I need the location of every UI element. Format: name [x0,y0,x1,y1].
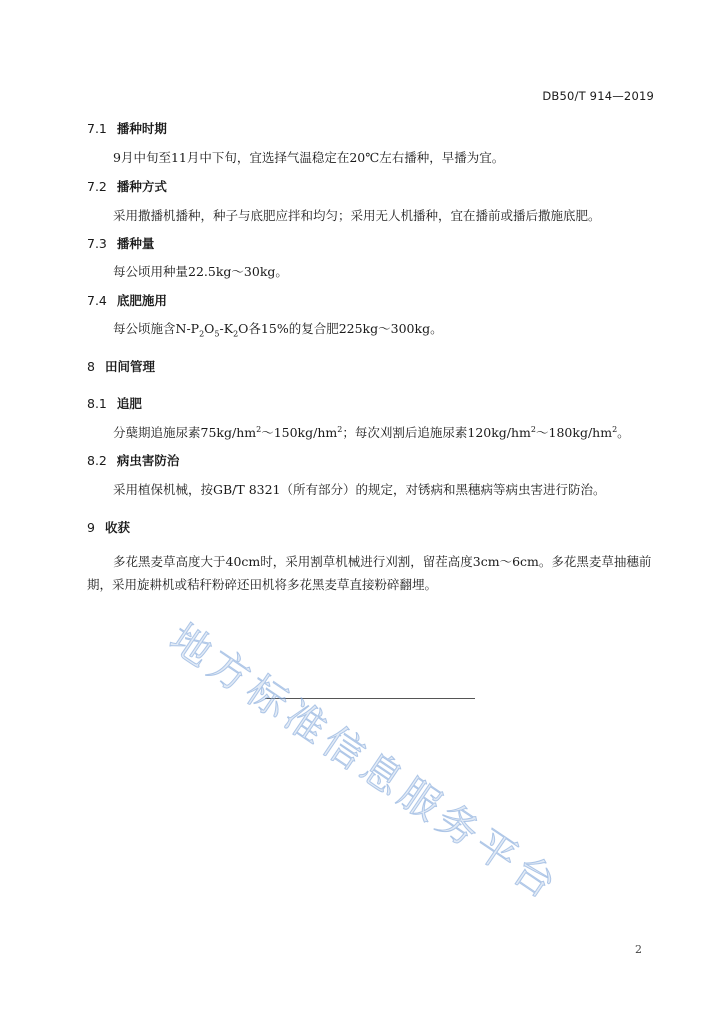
section-number: 7.3 [87,236,107,251]
paragraph-7-4: 每公顷施含$N-P_2O_5-K_2O$各15%的复合肥225kg～300kg。 [113,321,443,339]
section-title: 底肥施用 [116,293,167,308]
watermark-text: 地方标准信息服务平台 [161,615,569,911]
paragraph-7-3: 每公顷用种量22.5kg～30kg。 [113,264,288,279]
watermark [161,600,600,911]
section-number: 9 [87,520,95,535]
heading-7-4 [87,291,167,309]
heading-8 [87,357,155,375]
section-number: 8.1 [87,396,107,411]
heading-7-1 [87,119,167,137]
section-number: 7.2 [87,179,107,194]
section-number: 8 [87,359,95,374]
heading-7-2 [87,177,167,195]
heading-8-2 [87,451,179,469]
heading-7-3 [87,234,154,252]
section-title: 收获 [104,520,130,535]
section-title: 病虫害防治 [116,453,180,468]
section-title: 播种方式 [116,179,167,194]
section-title: 播种时期 [116,121,167,136]
paragraph-8-1: 分蘖期追施尿素$75kg/hm^2\sim 150kg/hm^2$；每次刈割后追施尿素$120kg/hm^2\sim 180kg/hm^2$。 [113,424,630,440]
paragraph-7-1: 9月中旬至11月中下旬，宜选择气温稳定在20℃左右播种，早播为宜。 [113,150,505,165]
section-title: 播种量 [116,236,155,251]
section-title: 追肥 [116,396,142,411]
section-title: 田间管理 [104,359,155,374]
section-number: 8.2 [87,453,107,468]
section-number: 7.4 [87,293,107,308]
end-rule [265,698,475,699]
paragraph-7-2: 采用撒播机播种，种子与底肥应拌和均匀；采用无人机播种，宜在播前或播后撒施底肥。 [113,208,601,223]
document-code: DB50/T 914—2019 [542,89,654,103]
paragraph-8-2: 采用植保机械，按GB/T 8321（所有部分）的规定，对锈病和黑穗病等病虫害进行防治。 [113,482,606,497]
heading-8-1 [87,394,142,412]
heading-9 [87,518,130,536]
page-number: 2 [635,943,642,956]
paragraph-9: 多花黑麦草高度大于40cm时，采用割草机械进行刈割，留茬高度3cm～6cm。多花黑麦草抽穗前期，采用旋耕机或秸秆粉碎还田机将多花黑麦草直接粉碎翻埋。 [87,554,652,592]
section-number: 7.1 [87,121,107,136]
